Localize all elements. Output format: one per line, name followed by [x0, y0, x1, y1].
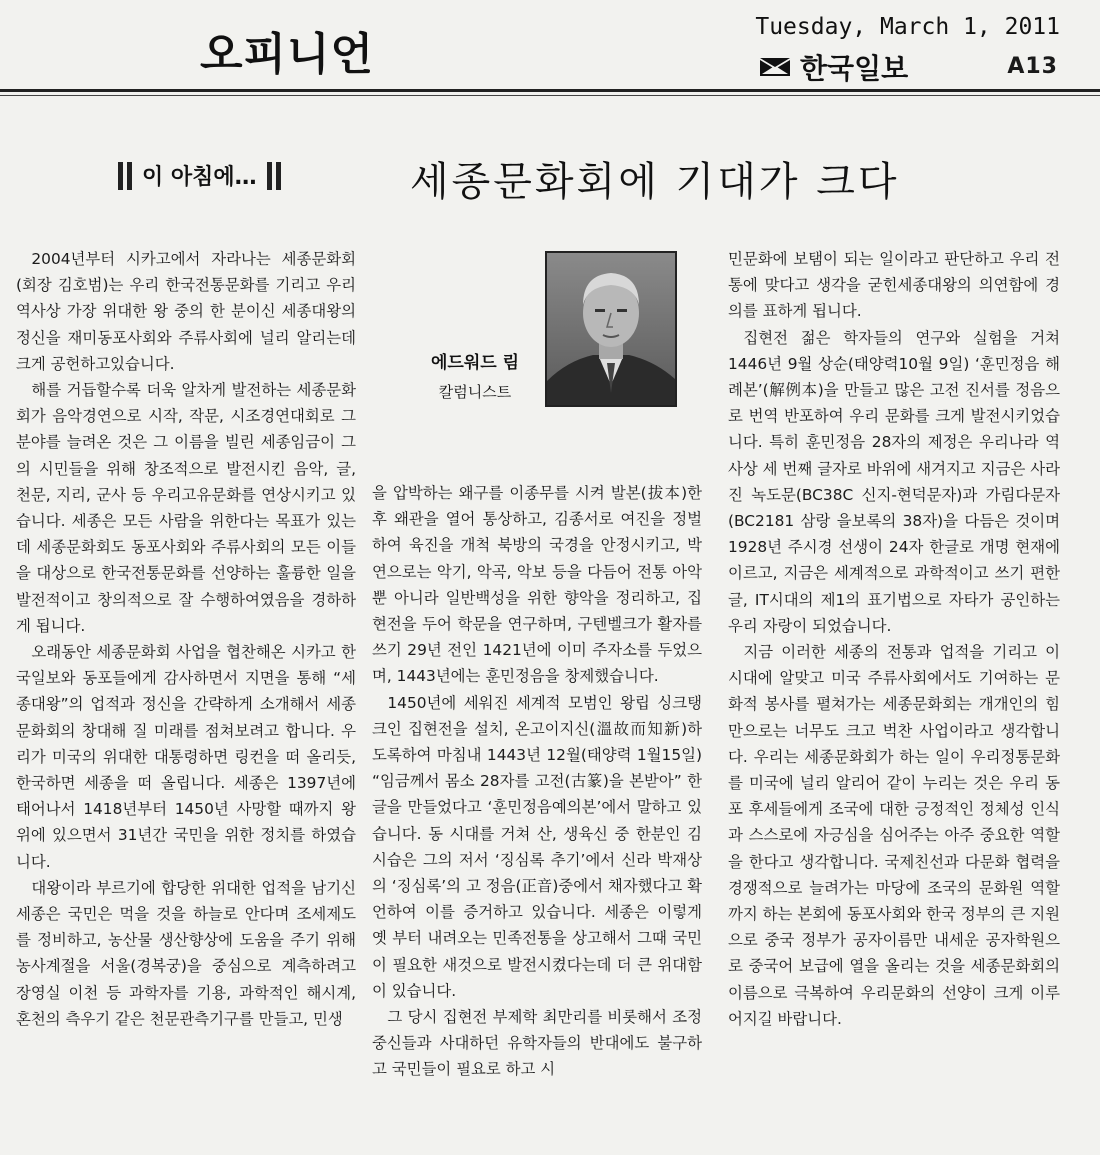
text-column-1 [16, 246, 356, 1146]
author-byline [420, 348, 530, 402]
publication-date: Tuesday, March 1, 2011 [755, 14, 1060, 40]
text-column-3 [728, 246, 1060, 1146]
section-title: 오피니언 [200, 29, 375, 80]
headline: 세종문화회에 기대가 크다 [410, 159, 900, 205]
paragraph: 대왕이라 부르기에 합당한 위대한 업적을 남기신 세종은 국민은 먹을 것을 하늘로 안다며 조세제도를 정비하고, 농산물 생산향상에 도움을 주기 위해 농사계절을 서울(경복궁)을 중심으로 계측하려고 장영실 이천 등 과학자를 기용, 과학적인 해시계, 혼천의 측우기 같은 천문관측기구를 만들고, 민생 [16, 878, 356, 1028]
newspaper-brand [760, 50, 908, 84]
paragraph: 지금 이러한 세종의 전통과 업적을 기리고 이 시대에 알맞고 미국 주류사회에서도 기여하는 문화적 봉사를 펼쳐가는 세종문화회는 개개인의 힘만으로는 너무도 크고 벅찬 사업이라고 생각합니다. 우리는 세종문화회가 하는 일이 우리정통문화를 미국에 널리 알리어 같이 누리는 것은 우리 동포 후세들에게 조국에 대한 긍정적인 정체성 인식과 스스로에 자긍심을 심어주는 아주 중요한 역할을 한다고 생각합니다. 국제친선과 다문화 협력을 경쟁적으로 늘려가는 마당에 조국의 문화원 역할까지 하는 본회에 동포사회와 한국 정부의 큰 지원으로 중국 정부가 공자이름만 내세운 공자학원으로 중국어 보급에 열을 올리는 것을 세종문화회의 이름으로 극복하여 우리문화의 선양이 크게 이루어지길 바랍니다. [728, 643, 1060, 1028]
portrait-image [547, 253, 675, 405]
paragraph: 민문화에 보탬이 되는 일이라고 판단하고 우리 전통에 맞다고 생각을 굳힌세종대왕의 의연함에 경의를 표하게 됩니다. [728, 250, 1060, 321]
paragraph: 해를 거듭할수록 더욱 알차게 발전하는 세종문화회가 음악경연으로 시작, 작문, 시조경연대회로 그 분야를 늘려온 것은 그 이름을 빌린 세종임금이 그의 시민들을 위해 창조적으로 발전시킨 음악, 글, 천문, 지리, 군사 등 우리고유문화를 연상시키고 있습니다. 세종은 모든 사람을 위한다는 목표가 있는데 세종문화회도 동포사회와 주류사회의 모든 이들을 대상으로 한국전통문화를 선양하는 훌륭한 일을 발전적이고 창의적으로 잘 수행하여였음을 경하하게 됩니다. [16, 381, 356, 635]
header-rule [0, 89, 1100, 92]
envelope-logo-icon [760, 58, 790, 76]
paragraph: 을 압박하는 왜구를 이종무를 시켜 발본(拔本)한 후 왜관을 열어 통상하고, 김종서로 여진을 정벌하여 육진을 개척 북방의 국경을 안정시키고, 박연으로는 악기, 악곡, 악보 등을 다듬어 전통 아악뿐 아니라 일반백성을 위한 향악을 정리하고, 집현전을 두어 학문을 연구하며, 구텐벨크가 활자를 쓰기 29년 전인 1421년에 이미 주자소를 두었으며, 1443년에는 훈민정음을 창제했습니다. [372, 484, 702, 686]
paragraph: 1450년에 세워진 세계적 모범인 왕립 싱크탱크인 집현전을 설치, 온고이지신(溫故而知新)하도록하여 마침내 1443년 12월(태양력 1월15일) “임금께서 몸소 28자를 고전(古篆)을 본받아” 한글을 만들었다고 ‘훈민정음예의본’에서 말하고 있습니다. 동 시대를 거쳐 산, 생육신 중 한분인 김시습은 그의 저서 ‘징심록 추기’에서 신라 박재상의 ‘징심록’의 고 정음(正音)중에서 채자했다고 확언하여 이를 증거하고 있습니다. 세종은 이렇게 옛 부터 내려오는 민족전통을 상고해서 그때 국민이 필요한 새것으로 발전시켰다는데 더 큰 위대함이 있습니다. [372, 693, 702, 1000]
page-number: A13 [1007, 54, 1058, 79]
newspaper-name: 한국일보 [800, 52, 909, 85]
column-label-text: 이 아침에… [142, 165, 257, 190]
text-column-2 [372, 480, 702, 1140]
paragraph: 오래동안 세종문화회 사업을 협찬해온 시카고 한국일보와 동포들에게 감사하면서 지면을 통해 “세종대왕”의 업적과 정신을 간략하게 소개해서 세종문화회의 창대해 질 미래를 점쳐보려고 합니다. 우리가 미국의 위대한 대통령하면 링컨을 떠 올리듯, 한국하면 세종을 떠 올립니다. 세종은 1397년에 태어나서 1418년부터 1450년 사망할 때까지 왕위에 있으면서 31년간 국민을 위한 정치를 하였습니다. [16, 643, 356, 871]
author-name: 에드워드 림 [430, 353, 520, 373]
header-rule-thin [0, 95, 1100, 96]
paragraph: 2004년부터 시카고에서 자라나는 세종문화회(회장 김호범)는 우리 한국전통문화를 기리고 우리 역사상 가장 위대한 왕 중의 한 분이신 세종대왕의 정신을 재미동포사회와 주류사회에 널리 알리는데 크게 공헌하고있습니다. [16, 250, 356, 373]
paragraph: 집현전 젊은 학자들의 연구와 실험을 거쳐 1446년 9월 상순(태양력10월 9일) ‘훈민정음 해례본’(解例本)을 만들고 많은 고전 진서를 정음으로 번역 반포하여 우리 문화를 크게 발전시키었습니다. 특히 훈민정음 28자의 제정은 우리나라 역사상 세 번째 글자로 바위에 새겨지고 지금은 사라진 녹도문(BC38C 신지-현덕문자)과 가림다문자(BC2181 삼랑 을보록의 38자)을 다듬은 것이며 1928년 주시경 선생이 24자 한글로 개명 현재에 이르고, 지금은 세계적으로 과학적이고 쓰기 편한 글, IT시대의 제1의 표기법으로 자타가 공인하는 우리 자랑이 되었습니다. [728, 328, 1060, 635]
author-role: 칼럼니스트 [438, 383, 512, 401]
bars-right-icon [267, 162, 281, 190]
paragraph: 그 당시 집현전 부제학 최만리를 비롯해서 조정중신들과 사대하던 유학자들의 반대에도 불구하고 국민들이 필요로 하고 시 [372, 1008, 702, 1079]
column-label [118, 160, 281, 191]
bars-left-icon [118, 162, 132, 190]
author-portrait [545, 251, 677, 407]
